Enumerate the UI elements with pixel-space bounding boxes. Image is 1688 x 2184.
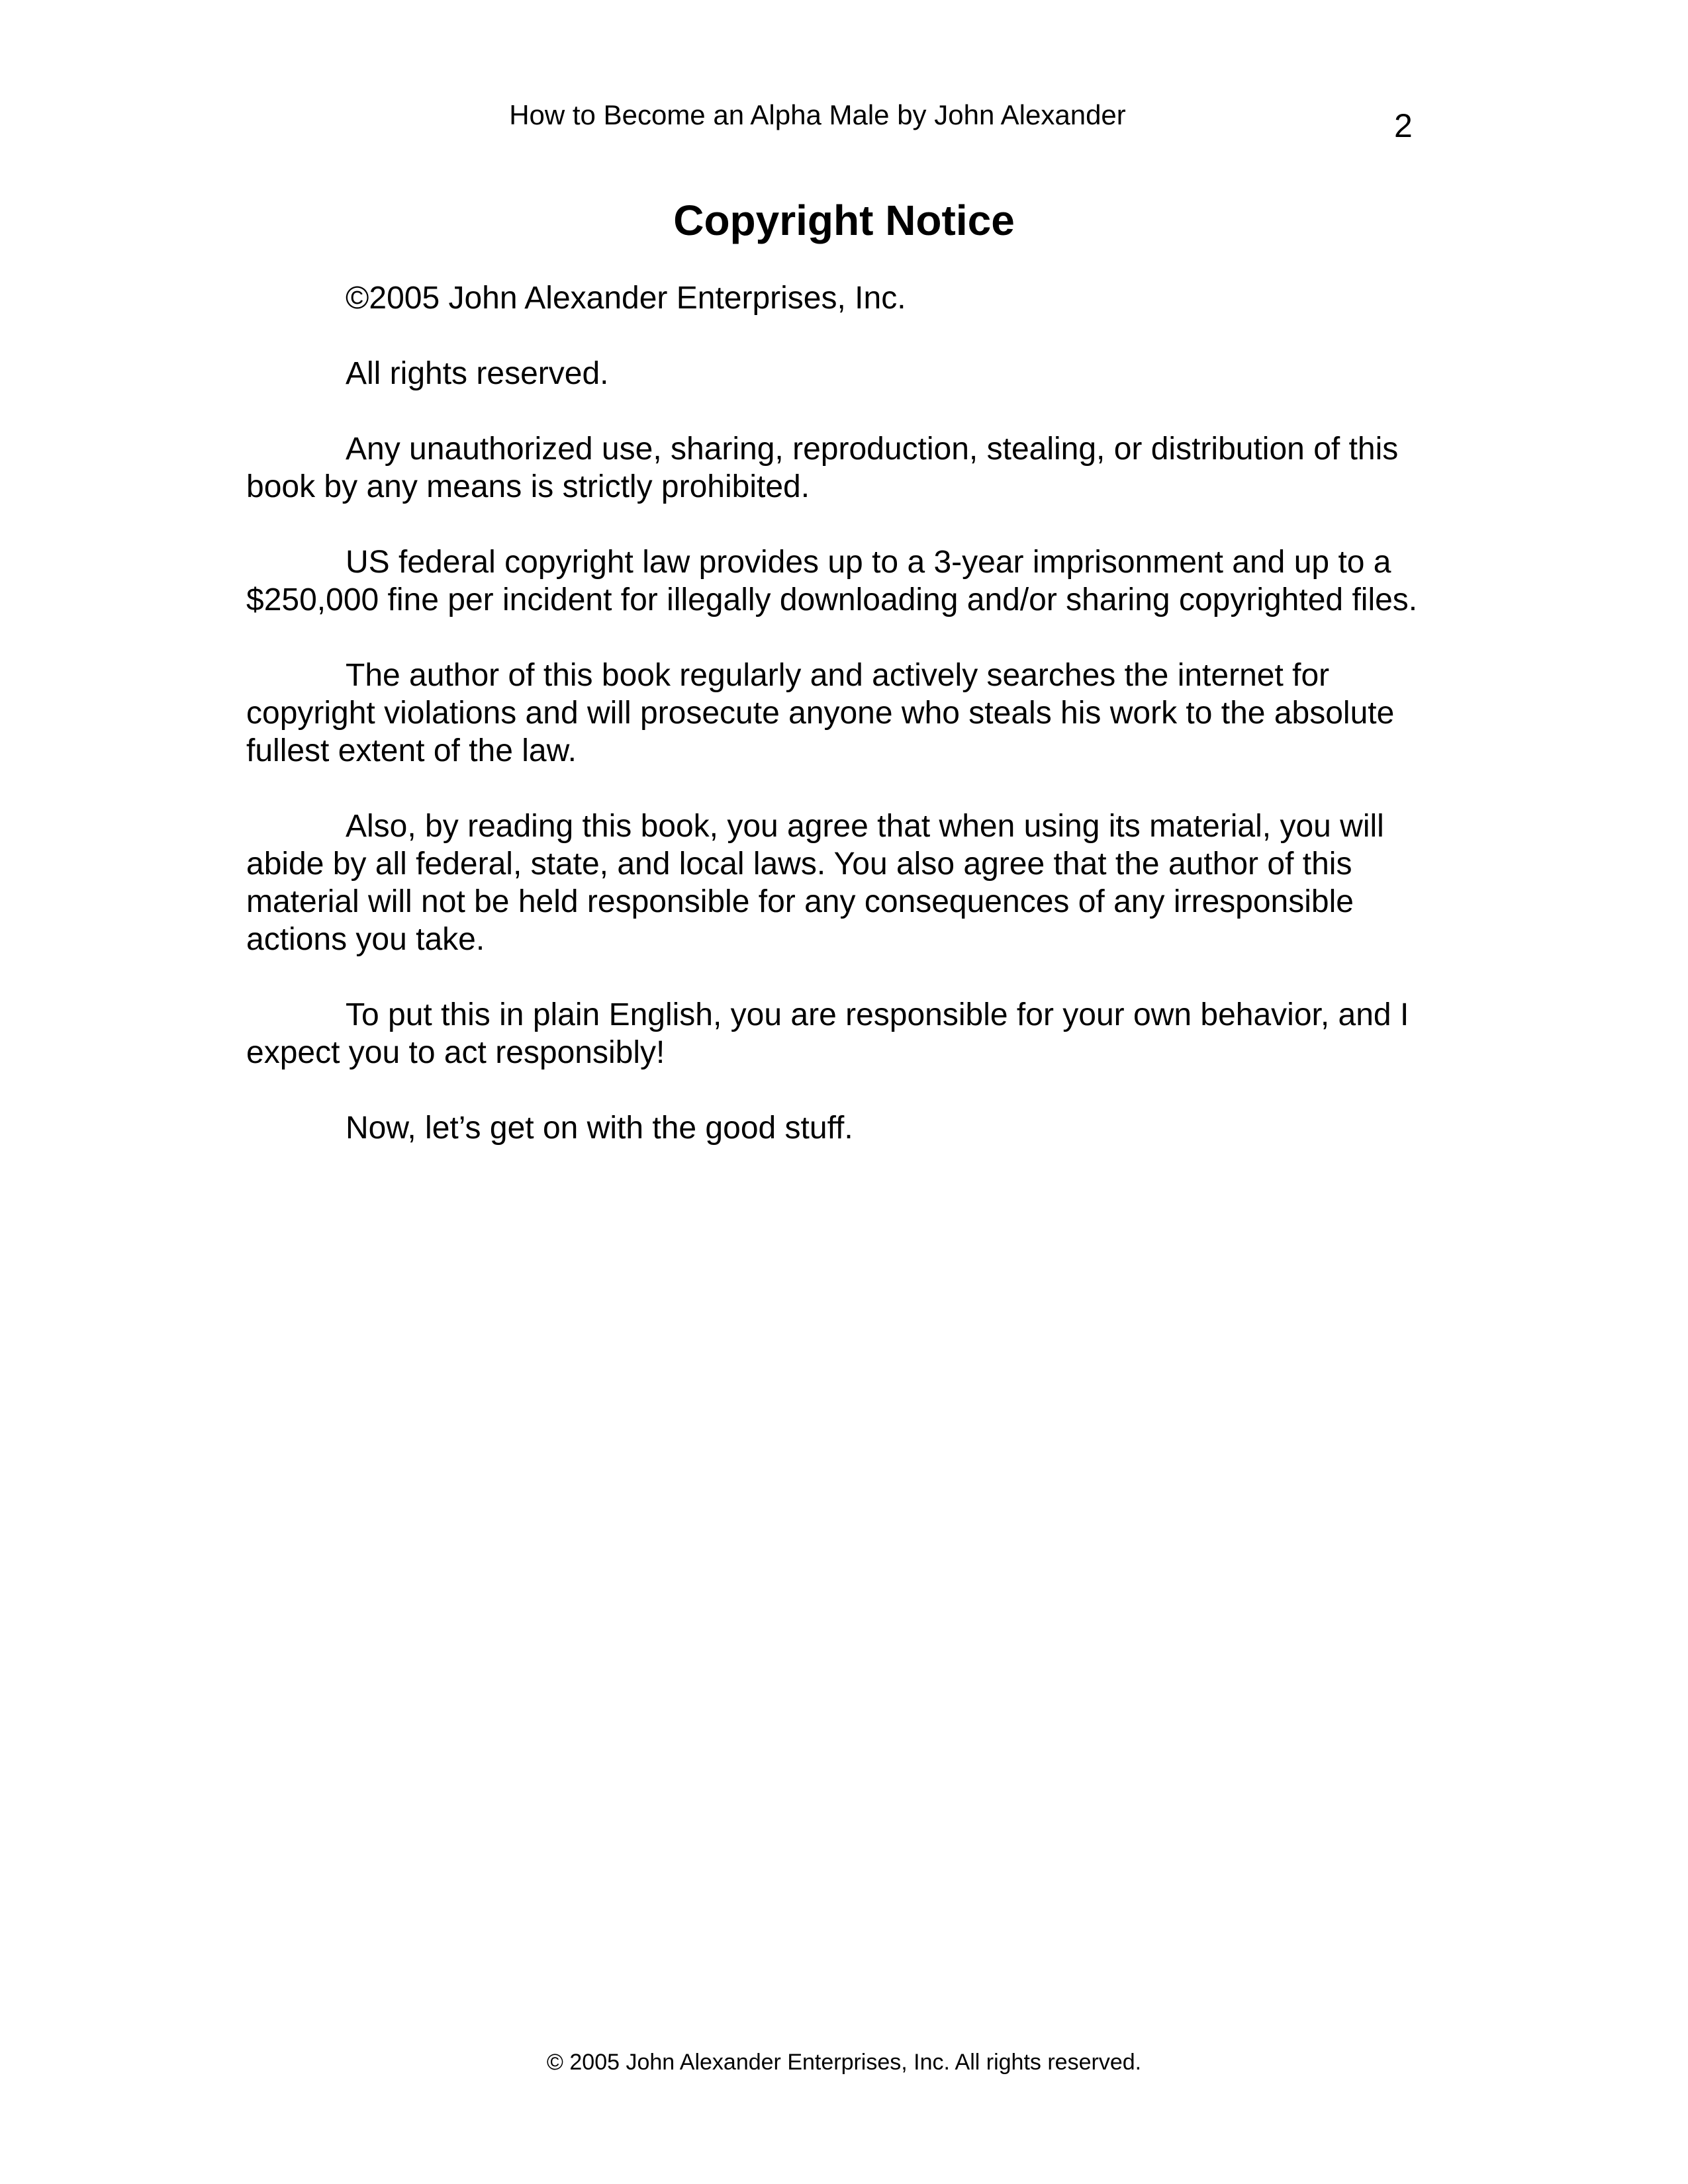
paragraph-responsibility: To put this in plain English, you are responsible for your own behavior, and I expect you to act responsibly!	[246, 997, 1409, 1070]
page-footer: © 2005 John Alexander Enterprises, Inc. All rights reserved.	[546, 2050, 1142, 2075]
body-text	[246, 279, 1438, 1185]
paragraph-closing: Now, let’s get on with the good stuff.	[346, 1111, 853, 1146]
paragraph-enforcement: The author of this book regularly and actively searches the internet for copyright violations and will prosecute anyone who steals his work to the absolute fullest extent of the law.	[246, 658, 1395, 768]
page-title: Copyright Notice	[673, 197, 1015, 244]
copyright-line: ©2005 John Alexander Enterprises, Inc.	[346, 281, 906, 316]
page-number: 2	[1394, 107, 1413, 144]
rights-reserved-line: All rights reserved.	[346, 356, 609, 391]
paragraph-prohibition: Any unauthorized use, sharing, reproduction, stealing, or distribution of this book by any means is strictly prohibited.	[246, 432, 1399, 504]
paragraph-federal-law: US federal copyright law provides up to a 3-year imprisonment and up to a $250,000 fine per incident for illegally downloading and/or sharing copyrighted files.	[246, 545, 1418, 617]
paragraph-agreement: Also, by reading this book, you agree that when using its material, you will abide by all federal, state, and local laws. You also agree that the author of this material will not be held responsible for any consequences of any irresponsible actions you take.	[246, 809, 1384, 957]
running-header: How to Become an Alpha Male by John Alexander	[509, 99, 1126, 130]
